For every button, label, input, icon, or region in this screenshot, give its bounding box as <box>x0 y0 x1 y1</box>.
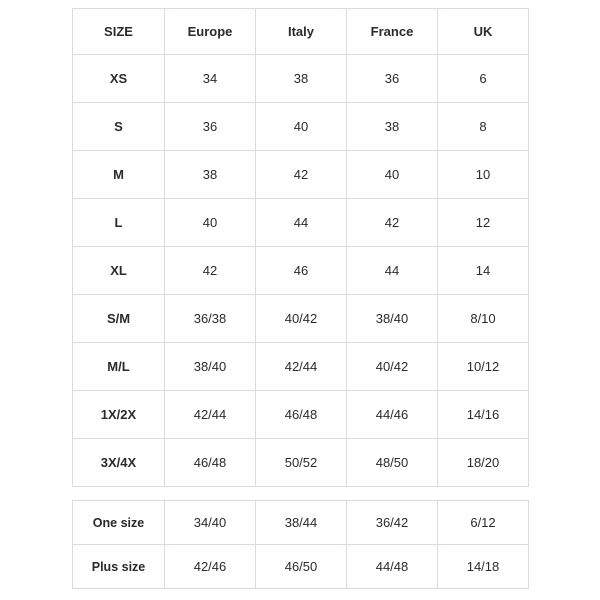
table-row <box>73 391 529 439</box>
main-size-table-container <box>72 8 528 487</box>
cell-italy: 46/50 <box>256 545 347 589</box>
cell-france: 42 <box>347 199 438 247</box>
cell-italy: 46/48 <box>256 391 347 439</box>
row-label: One size <box>73 501 165 545</box>
table-header-row <box>73 9 529 55</box>
cell-europe: 34 <box>165 55 256 103</box>
cell-france: 48/50 <box>347 439 438 487</box>
cell-uk: 18/20 <box>438 439 529 487</box>
cell-europe: 38 <box>165 151 256 199</box>
cell-italy: 42 <box>256 151 347 199</box>
cell-europe: 42/46 <box>165 545 256 589</box>
table-row <box>73 199 529 247</box>
cell-uk: 14 <box>438 247 529 295</box>
cell-uk: 8 <box>438 103 529 151</box>
row-label: S/M <box>73 295 165 343</box>
cell-france: 44/46 <box>347 391 438 439</box>
cell-france: 38 <box>347 103 438 151</box>
row-label: S <box>73 103 165 151</box>
main-size-table <box>72 8 529 487</box>
cell-europe: 42/44 <box>165 391 256 439</box>
table-body <box>73 55 529 487</box>
cell-uk: 6 <box>438 55 529 103</box>
column-header-europe: Europe <box>165 9 256 55</box>
table-row <box>73 151 529 199</box>
cell-italy: 42/44 <box>256 343 347 391</box>
row-label: Plus size <box>73 545 165 589</box>
cell-uk: 14/18 <box>438 545 529 589</box>
cell-italy: 46 <box>256 247 347 295</box>
cell-europe: 46/48 <box>165 439 256 487</box>
row-label: 3X/4X <box>73 439 165 487</box>
cell-europe: 36 <box>165 103 256 151</box>
cell-uk: 12 <box>438 199 529 247</box>
column-header-italy: Italy <box>256 9 347 55</box>
cell-europe: 40 <box>165 199 256 247</box>
cell-europe: 34/40 <box>165 501 256 545</box>
cell-italy: 40/42 <box>256 295 347 343</box>
cell-france: 36 <box>347 55 438 103</box>
cell-france: 40/42 <box>347 343 438 391</box>
cell-france: 38/40 <box>347 295 438 343</box>
cell-italy: 44 <box>256 199 347 247</box>
cell-france: 36/42 <box>347 501 438 545</box>
table-row <box>73 247 529 295</box>
cell-uk: 10 <box>438 151 529 199</box>
cell-italy: 40 <box>256 103 347 151</box>
cell-europe: 36/38 <box>165 295 256 343</box>
row-label: L <box>73 199 165 247</box>
cell-italy: 50/52 <box>256 439 347 487</box>
cell-france: 44/48 <box>347 545 438 589</box>
cell-europe: 38/40 <box>165 343 256 391</box>
table-row <box>73 343 529 391</box>
row-label: M/L <box>73 343 165 391</box>
table-header-row-group <box>73 9 529 55</box>
row-label: XS <box>73 55 165 103</box>
column-header-france: France <box>347 9 438 55</box>
cell-france: 44 <box>347 247 438 295</box>
extra-table-body <box>73 501 529 589</box>
cell-italy: 38 <box>256 55 347 103</box>
extra-size-table-container <box>72 500 528 589</box>
cell-uk: 8/10 <box>438 295 529 343</box>
table-row <box>73 55 529 103</box>
row-label: M <box>73 151 165 199</box>
table-row <box>73 545 529 589</box>
cell-uk: 14/16 <box>438 391 529 439</box>
row-label: 1X/2X <box>73 391 165 439</box>
cell-europe: 42 <box>165 247 256 295</box>
cell-uk: 10/12 <box>438 343 529 391</box>
table-row <box>73 501 529 545</box>
table-row <box>73 439 529 487</box>
row-label: XL <box>73 247 165 295</box>
cell-uk: 6/12 <box>438 501 529 545</box>
column-header-uk: UK <box>438 9 529 55</box>
table-row <box>73 103 529 151</box>
column-header-size: SIZE <box>73 9 165 55</box>
table-row <box>73 295 529 343</box>
cell-france: 40 <box>347 151 438 199</box>
extra-size-table <box>72 500 529 589</box>
cell-italy: 38/44 <box>256 501 347 545</box>
